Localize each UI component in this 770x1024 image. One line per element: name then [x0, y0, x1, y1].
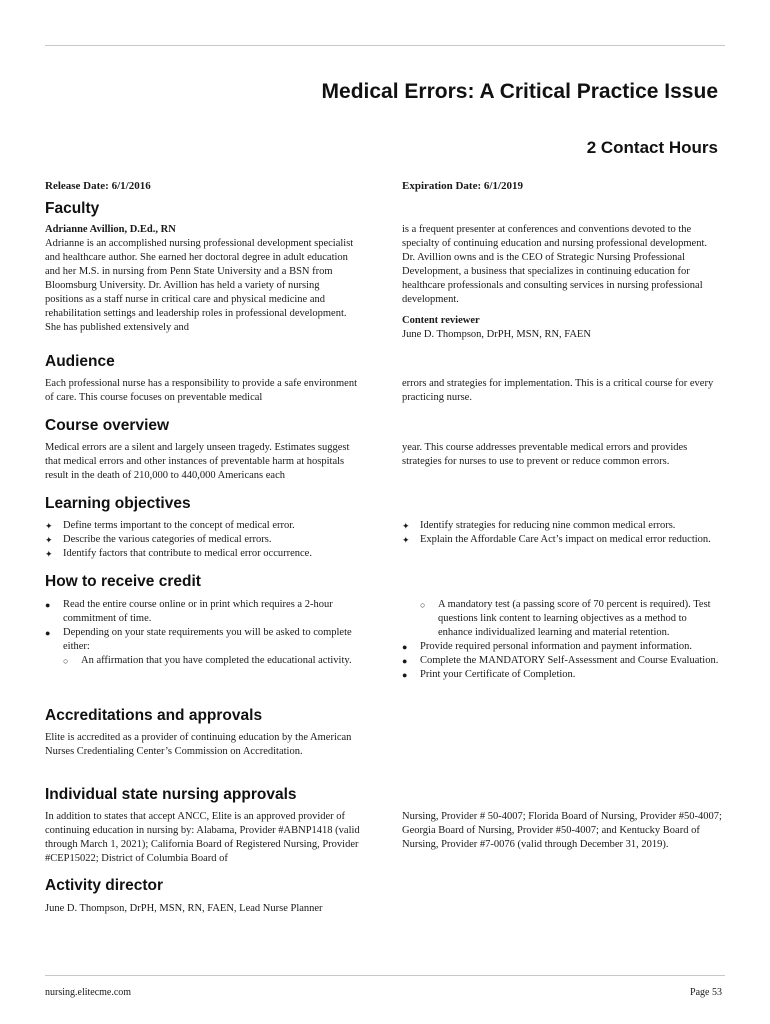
- audience-heading: Audience: [45, 353, 115, 370]
- sub-bullet-icon: ○: [420, 600, 426, 610]
- bullet-icon: ●: [402, 642, 408, 652]
- sub-bullet-icon: ○: [63, 656, 69, 666]
- bullet-icon: ✦: [402, 521, 410, 531]
- list-item: ○ A mandatory test (a passing score of 70 percent is required). Test questions link content to learning objectives as a method to enhance individualized learning and material retention.: [420, 599, 711, 638]
- expiration-date: Expiration Date: 6/1/2019: [402, 180, 523, 192]
- faculty-bio-right: is a frequent presenter at conferences and conventions devoted to the specialty of continuing education and nursing professional development. Dr. Avillion owns and is the CEO of Strategic Nursing Professional Development, a business that specializes in continuing education for healthcare professionals and consulting services in nursing professional development.: [402, 224, 708, 305]
- top-rule: [45, 45, 725, 46]
- audience-left: Each professional nurse has a responsibility to provide a safe environment of care. This course focuses on preventable medical: [45, 378, 357, 403]
- list-item: ○ An affirmation that you have completed the educational activity.: [63, 655, 352, 666]
- page-title: Medical Errors: A Critical Practice Issue: [321, 80, 718, 103]
- bullet-icon: ✦: [45, 535, 53, 545]
- list-item: ● Depending on your state requirements you will be asked to complete either:: [45, 627, 352, 652]
- content-reviewer-label: Content reviewer: [402, 315, 480, 326]
- state-approvals-left: In addition to states that accept ANCC, Elite is an approved provider of continuing education in nursing by: Alabama, Provider #ABNP1418 (valid through March 1, 2021); California Board of Registered Nursing, Provider #CEP15022; District of Columbia Board of: [45, 811, 360, 864]
- list-item: ● Complete the MANDATORY Self-Assessment and Course Evaluation.: [402, 655, 719, 666]
- course-overview-right: year. This course addresses preventable medical errors and provides strategies for nurses to use to prevent or reduce common errors.: [402, 442, 688, 467]
- course-overview-left: Medical errors are a silent and largely unseen tragedy. Estimates suggest that medical errors and other instances of preventable harm at hospitals result in the death of 210,000 to 440,000 Americans each: [45, 442, 350, 481]
- receive-credit-right: [402, 598, 722, 682]
- list-item: ✦ Describe the various categories of medical errors.: [45, 534, 272, 545]
- activity-director-heading: Activity director: [45, 877, 164, 894]
- learning-objectives-heading: Learning objectives: [45, 495, 191, 512]
- contact-hours: 2 Contact Hours: [586, 138, 718, 157]
- receive-credit-heading: How to receive credit: [45, 573, 201, 590]
- learning-objectives-left: [45, 519, 360, 561]
- bullet-icon: ✦: [402, 535, 410, 545]
- state-approvals-heading: Individual state nursing approvals: [45, 786, 297, 803]
- audience-right: errors and strategies for implementation. This is a critical course for every practicing nurse.: [402, 378, 714, 403]
- receive-credit-left: [45, 598, 360, 668]
- list-item: ✦ Identify factors that contribute to medical error occurrence.: [45, 548, 312, 559]
- accreditations-text: Elite is accredited as a provider of continuing education by the American Nurses Credentialing Center’s Commission on Accreditation.: [45, 732, 352, 757]
- release-date: Release Date: 6/1/2016: [45, 180, 151, 192]
- faculty-heading: Faculty: [45, 200, 100, 217]
- activity-director-text: June D. Thompson, DrPH, MSN, RN, FAEN, Lead Nurse Planner: [45, 903, 323, 914]
- faculty-left-column: [45, 223, 360, 335]
- learning-objectives-right: [402, 519, 722, 547]
- accreditations-heading: Accreditations and approvals: [45, 707, 263, 724]
- faculty-author-name: Adrianne Avillion, D.Ed., RN: [45, 224, 176, 235]
- list-item: ✦ Define terms important to the concept of medical error.: [45, 520, 295, 531]
- bullet-icon: ●: [402, 656, 408, 666]
- page-number: Page 53: [690, 987, 722, 998]
- content-reviewer-name: June D. Thompson, DrPH, MSN, RN, FAEN: [402, 329, 591, 340]
- bullet-icon: ✦: [45, 521, 53, 531]
- bullet-icon: ●: [45, 600, 51, 610]
- list-item: ✦ Identify strategies for reducing nine common medical errors.: [402, 520, 676, 531]
- state-approvals-right: Nursing, Provider # 50-4007; Florida Board of Nursing, Provider #50-4007; Georgia Board of Nursing, Provider #50-4007; and Kentucky Board of Nursing, Provider #7-0076 (valid through December 31, 2019).: [402, 811, 722, 850]
- list-item: ● Provide required personal information and payment information.: [402, 641, 693, 652]
- faculty-bio-left: Adrianne is an accomplished nursing professional development specialist and healthcare author. She earned her doctoral degree in adult education and her M.S. in nursing from Penn State University and a BSN from Bloomsburg University. Dr. Avillion has held a variety of nursing positions as a staff nurse in critical care and physical medicine and rehabilitation settings and leadership roles in professional development. She has published extensively and: [45, 238, 354, 333]
- bullet-icon: ✦: [45, 549, 53, 559]
- bullet-icon: ●: [402, 670, 408, 680]
- bullet-icon: ●: [45, 628, 51, 638]
- footer-rule: [45, 975, 725, 976]
- list-item: ● Print your Certificate of Completion.: [402, 669, 576, 680]
- list-item: ✦ Explain the Affordable Care Act’s impact on medical error reduction.: [402, 534, 711, 545]
- faculty-right-column: [402, 223, 722, 342]
- footer-site-link[interactable]: nursing.elitecme.com: [45, 987, 132, 998]
- course-overview-heading: Course overview: [45, 417, 170, 434]
- list-item: ● Read the entire course online or in print which requires a 2-hour commitment of time.: [45, 599, 333, 624]
